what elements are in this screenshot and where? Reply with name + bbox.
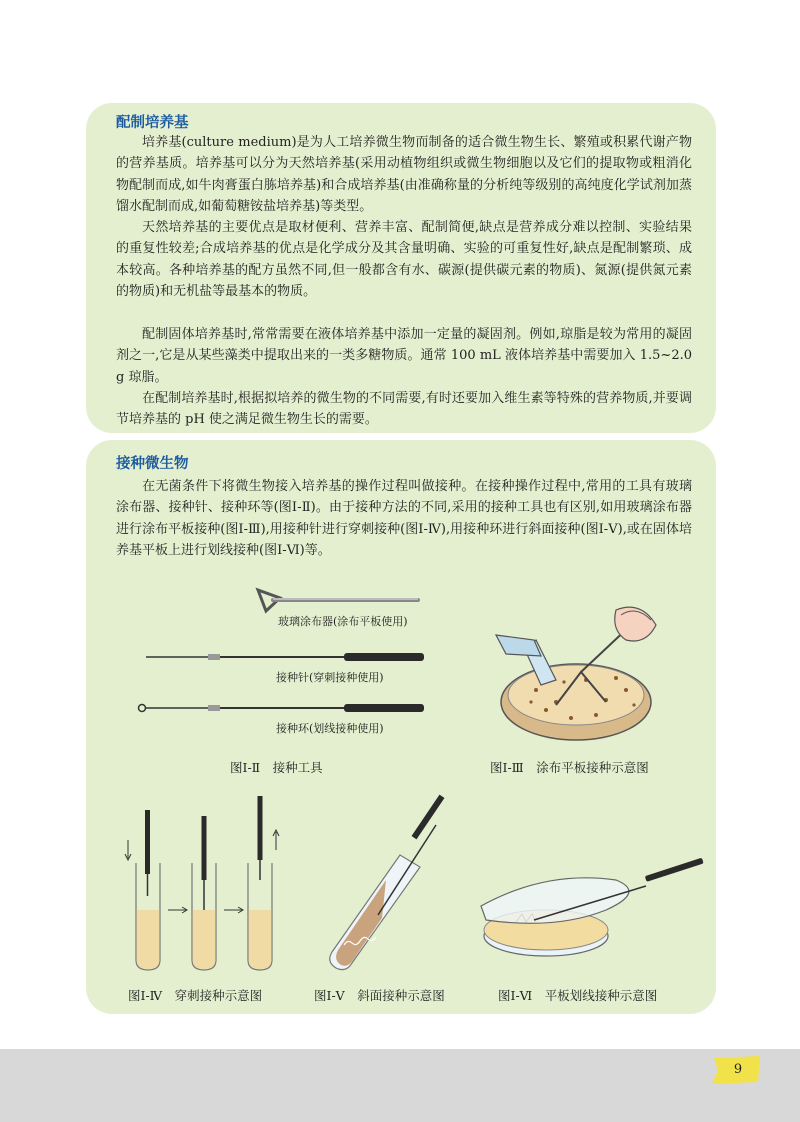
stab-inoculation-illustration: [125, 796, 279, 970]
spreader-label: 玻璃涂布器(涂布平板使用): [278, 615, 408, 628]
test-tube-1: [125, 810, 160, 970]
test-tube-2: [192, 816, 216, 970]
caption-fig-1-4: 图Ⅰ-Ⅳ 穿刺接种示意图: [128, 988, 263, 1003]
needle-label: 接种针(穿刺接种使用): [276, 671, 384, 684]
paragraph-media-2: 天然培养基的主要优点是取材便利、营养丰富、配制简便,缺点是营养成分难以控制、实验结果的重复性较差;合成培养基的优点是化学成分及其含量明确、实验的可重复性好,缺点是配制繁琐、成本较高。各种培养基的配方虽然不同,但一般都含有水、碳源(提供碳元素的物质)、氮源(提供氮元素的物质)和无机盐等最基本的物质。: [116, 220, 692, 300]
inoculation-needle-icon: [146, 653, 424, 661]
glass-spreader-icon: [258, 590, 418, 611]
page-number: 9: [733, 1062, 743, 1077]
section-title-inoculation: 接种微生物: [116, 456, 189, 472]
caption-fig-1-5: 图Ⅰ-Ⅴ 斜面接种示意图: [314, 988, 445, 1003]
inoculation-loop-icon: [139, 704, 425, 712]
caption-fig-1-6: 图Ⅰ-Ⅵ 平板划线接种示意图: [498, 988, 658, 1003]
caption-fig-1-2: 图Ⅰ-Ⅱ 接种工具: [230, 760, 323, 775]
media-preparation-section: [86, 103, 716, 433]
page-footer: [0, 1049, 800, 1122]
paragraph-inoculation: 在无菌条件下将微生物接入培养基的操作过程叫做接种。在接种操作过程中,常用的工具有玻璃涂布器、接种针、接种环等(图Ⅰ-Ⅱ)。由于接种方法的不同,采用的接种工具也有区别,如用玻璃涂布器进行涂布平板接种(图Ⅰ-Ⅲ),用接种针进行穿刺接种(图Ⅰ-Ⅳ),用接种环进行斜面接种(图Ⅰ-Ⅴ),或在固体培养基平板上进行划线接种(图Ⅰ-Ⅵ)等。: [116, 479, 692, 559]
tools-figure: [86, 440, 716, 1014]
loop-label: 接种环(划线接种使用): [276, 722, 384, 735]
caption-fig-1-3: 图Ⅰ-Ⅲ 涂布平板接种示意图: [490, 760, 649, 775]
paragraph-media-1: 培养基(culture medium)是为人工培养微生物而制备的适合微生物生长、繁殖或积累代谢产物的营养基质。培养基可以分为天然培养基(采用动植物组织或微生物细胞以及它们的提取物或粗消化物配制而成,如牛肉膏蛋白胨培养基)和合成培养基(由准确称量的分析纯等级别的高纯度化学试剂加蒸馏水配制而成,如葡萄糖铵盐培养基)等类型。: [116, 135, 692, 215]
section-title-media: 配制培养基: [116, 115, 189, 131]
spread-plate-illustration: [496, 607, 656, 740]
inoculation-section: [86, 440, 716, 1014]
test-tube-3: [248, 796, 279, 970]
streak-plate-illustration: [481, 858, 704, 956]
paragraph-media-3: 配制固体培养基时,常常需要在液体培养基中添加一定量的凝固剂。例如,琼脂是较为常用的凝固剂之一,它是从某些藻类中提取出来的一类多糖物质。通常 100 mL 液体培养基中需要加入 1.5~2.0 g 琼脂。: [116, 327, 692, 385]
paragraph-media-4: 在配制培养基时,根据拟培养的微生物的不同需要,有时还要加入维生素等特殊的营养物质,并要调节培养基的 pH 使之满足微生物生长的需要。: [116, 391, 692, 428]
slant-inoculation-illustration: [330, 795, 445, 970]
